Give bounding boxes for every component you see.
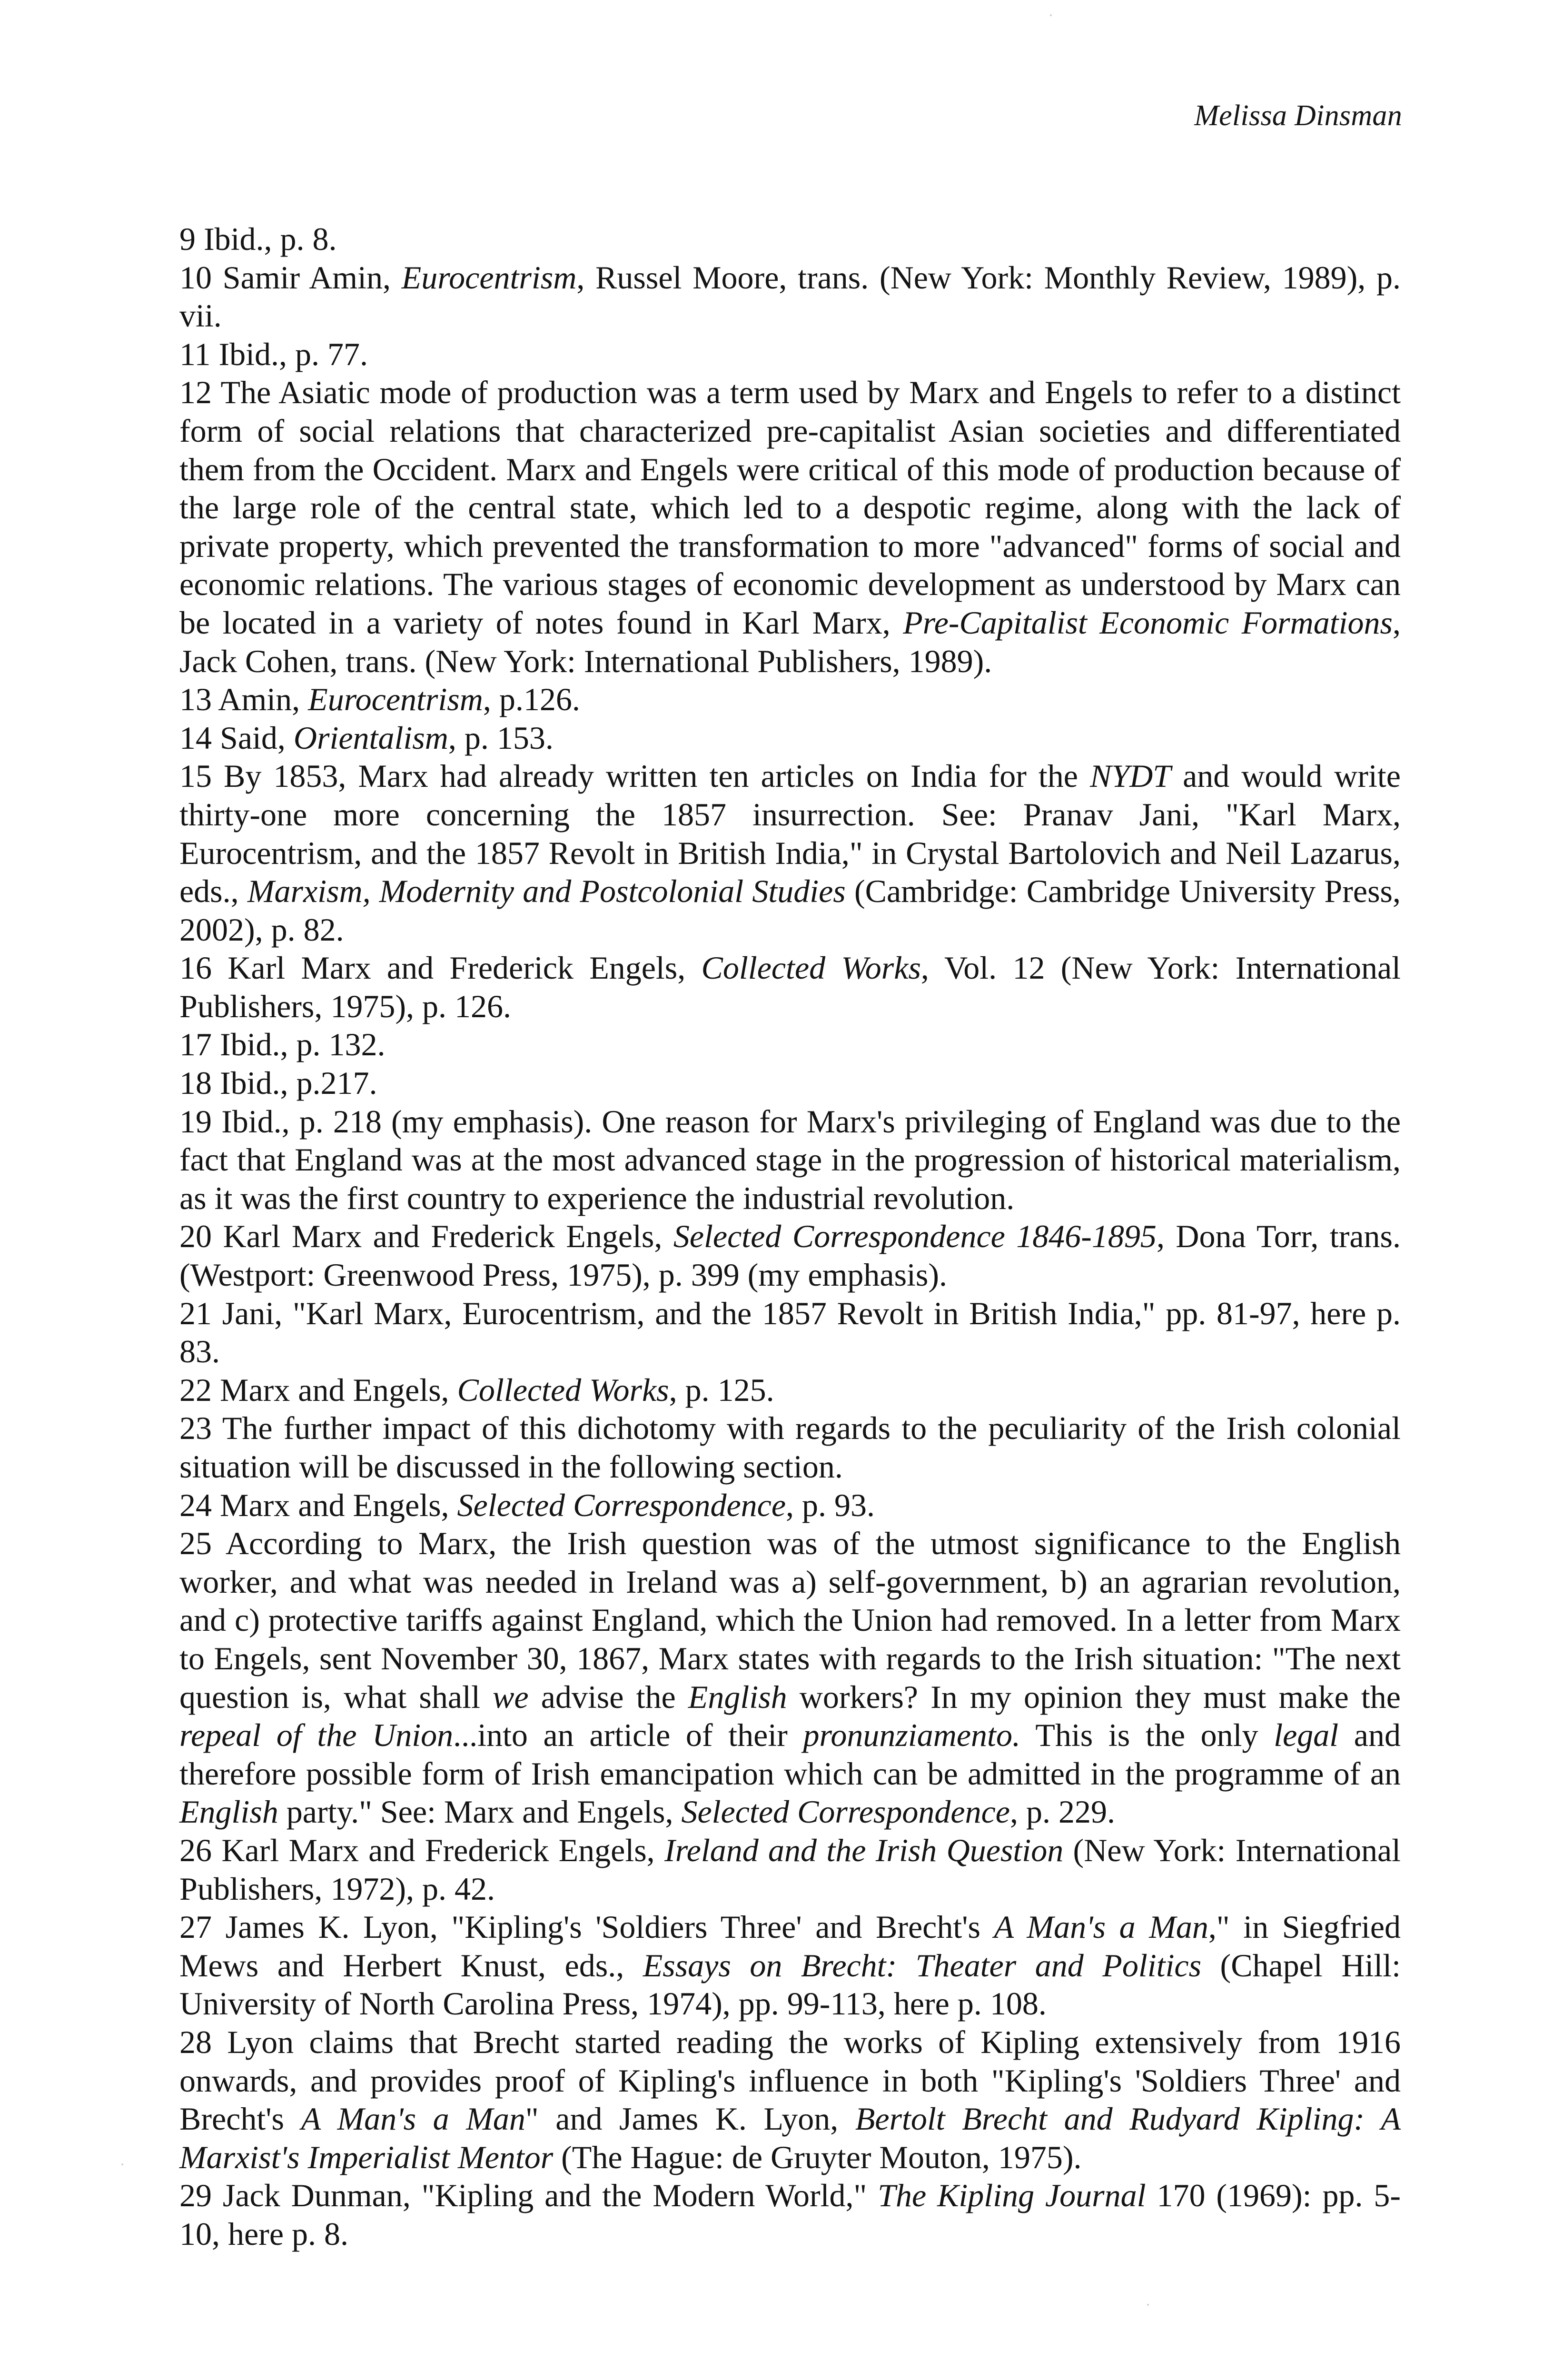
note-text-run: , p. 125.	[669, 1371, 774, 1408]
note-text-run: Karl Marx and Frederick Engels,	[223, 1218, 673, 1255]
note-text-run: and would write thirty-one more concerning the 1857 insurrection. See: Pranav Jani, "Karl Marx, Eurocentrism, and the 1857 Revolt in British India," in Crystal Bartolovich and Neil Lazarus, eds.,	[179, 758, 1401, 910]
note-text-run: Jack Dunman, "Kipling and the Modern World,"	[222, 2177, 878, 2214]
note-text-run: This is the only	[1020, 1717, 1274, 1754]
endnote-text	[179, 1218, 1401, 1293]
note-text-run: advise the	[528, 1678, 688, 1715]
italic-title: Collected Works	[457, 1371, 669, 1408]
endnote-22	[179, 1371, 1401, 1409]
endnote-text	[179, 1410, 1401, 1485]
endnote-number: 17	[179, 1026, 212, 1063]
endnote-text	[220, 1026, 386, 1062]
note-text-run: Karl Marx and Frederick Engels,	[228, 950, 702, 986]
endnote-number: 29	[179, 2177, 212, 2214]
endnote-text	[220, 720, 554, 756]
note-text-run: Ibid., p.217.	[220, 1065, 377, 1101]
note-text-run: , Russel Moore, trans. (New York: Monthly Review, 1989), p. vii.	[179, 259, 1401, 334]
endnote-24	[179, 1486, 1401, 1525]
endnote-27	[179, 1908, 1401, 2023]
scan-speck	[1050, 14, 1052, 16]
note-text-run: (The Hague: de Gruyter Mouton, 1975).	[553, 2139, 1082, 2175]
endnote-text	[179, 374, 1401, 679]
note-text-run: The Asiatic mode of production was a term used by Marx and Engels to refer to a distinct form of social relations that characterized pre-capitalist Asian societies and differentiated them from the Occident. Marx and Engels were critical of this mode of production because of the large role of the central state, which led to a despotic regime, along with the lack of private property, which prevented the transformation to more "advanced" forms of social and economic relations. The various stages of economic development as understood by Marx can be located in a variety of notes found in Karl Marx,	[179, 374, 1401, 641]
endnote-text	[179, 1832, 1401, 1907]
endnote-text	[179, 758, 1401, 947]
endnote-14	[179, 719, 1401, 757]
endnote-text	[179, 1103, 1401, 1216]
endnote-number: 10	[179, 259, 212, 296]
endnote-text	[220, 1065, 377, 1101]
scan-speck	[121, 2163, 123, 2165]
note-text-run: party." See: Marx and Engels,	[278, 1794, 682, 1830]
endnote-number: 14	[179, 719, 212, 756]
endnote-number: 21	[179, 1295, 212, 1331]
endnote-number: 23	[179, 1410, 212, 1447]
endnote-number: 15	[179, 758, 212, 794]
note-text-run: According to Marx, the Irish question was of the utmost significance to the English worker, and what was needed in Ireland was a) self-government, b) an agrarian revolution, and c) protective tariffs against England, which the Union had removed. In a letter from Marx to Engels, sent November 30, 1867, Marx states with regards to the Irish situation: "The next question is, what shall	[179, 1525, 1401, 1715]
note-text-run: (Chapel Hill: University of North Carolina Press, 1974), pp. 99-113, here p. 108.	[179, 1947, 1401, 2022]
note-text-run: By 1853, Marx had already written ten articles on India for the	[224, 758, 1090, 794]
endnote-number: 18	[179, 1065, 212, 1101]
endnote-number: 28	[179, 2023, 212, 2060]
endnote-text	[220, 1487, 875, 1523]
italic-title: Pre-Capitalist Economic Formations	[903, 604, 1393, 641]
endnote-number: 9	[179, 221, 196, 257]
note-text-run: Said,	[220, 719, 294, 756]
endnote-20	[179, 1217, 1401, 1294]
endnote-text	[204, 221, 337, 257]
note-text-run: Marx and Engels,	[220, 1371, 457, 1408]
endnote-number: 20	[179, 1218, 212, 1255]
italic-title: Eurocentrism	[401, 259, 577, 296]
endnote-text	[179, 2024, 1401, 2175]
endnote-28	[179, 2023, 1401, 2176]
note-text-run: Ibid., p. 77.	[218, 336, 368, 372]
endnote-number: 16	[179, 950, 212, 986]
italic-title: Collected Works	[701, 950, 921, 986]
note-text-run: Samir Amin,	[222, 259, 402, 296]
italic-title: A Man's a Man	[301, 2101, 525, 2137]
note-text-run: (Cambridge: Cambridge University Press, 2002), p. 82.	[179, 873, 1401, 948]
note-text-run: Lyon claims that Brecht started reading the works of Kipling extensively from 1916 onwards, and provides proof of Kipling's influence in both "Kipling's 'Soldiers Three' and Brecht's	[179, 2023, 1401, 2137]
endnote-number: 27	[179, 1909, 212, 1945]
endnote-13	[179, 680, 1401, 719]
endnote-9	[179, 220, 1401, 258]
italic-title: Selected Correspondence	[681, 1794, 1010, 1830]
italic-title: Ireland and the Irish Question	[664, 1832, 1064, 1868]
endnote-number: 11	[179, 336, 211, 372]
italic-title: English	[179, 1794, 278, 1830]
italic-title: Essays on Brecht: Theater and Politics	[643, 1947, 1202, 1983]
note-text-run: , Jack Cohen, trans. (New York: International Publishers, 1989).	[179, 604, 1401, 679]
note-text-run: Amin,	[218, 681, 308, 718]
endnote-12	[179, 373, 1401, 680]
endnote-number: 13	[179, 681, 212, 718]
endnotes-list	[179, 220, 1401, 2253]
endnote-number: 24	[179, 1487, 212, 1523]
note-text-run: Ibid., p. 8.	[204, 221, 337, 257]
endnote-29	[179, 2176, 1401, 2253]
endnote-text	[179, 1909, 1401, 2022]
note-text-run: The further impact of this dichotomy with regards to the peculiarity of the Irish colonial situation will be discussed in the following section.	[179, 1410, 1401, 1485]
italic-title: NYDT	[1089, 758, 1171, 794]
endnote-11	[179, 335, 1401, 374]
note-text-run: 170 (1969): pp. 5-10, here p. 8.	[179, 2177, 1401, 2252]
note-text-run: workers? In my opinion they must make the	[787, 1678, 1401, 1715]
note-text-run: ...into an article of their	[453, 1717, 803, 1754]
endnote-number: 25	[179, 1525, 212, 1562]
italic-title: Orientalism	[293, 719, 448, 756]
endnote-text	[179, 259, 1401, 334]
note-text-run: Ibid., p. 132.	[220, 1026, 386, 1063]
endnote-15	[179, 757, 1401, 949]
endnote-18	[179, 1064, 1401, 1102]
endnote-text	[220, 1372, 774, 1408]
note-text-run: , Dona Torr, trans. (Westport: Greenwood Press, 1975), p. 399 (my emphasis).	[179, 1218, 1401, 1293]
note-text-run: Jani, "Karl Marx, Eurocentrism, and the 1857 Revolt in British India," pp. 81-97, here p. 83.	[179, 1295, 1401, 1370]
endnote-21	[179, 1294, 1401, 1371]
endnote-text	[218, 681, 580, 717]
italic-title: repeal of the Union	[179, 1717, 454, 1754]
note-text-run: , p. 229.	[1009, 1794, 1115, 1830]
scan-speck	[1147, 2304, 1149, 2306]
italic-title: Eurocentrism	[308, 681, 483, 718]
endnote-text	[179, 1525, 1401, 1830]
note-text-run: , p. 93.	[786, 1487, 875, 1523]
endnote-25	[179, 1524, 1401, 1831]
italic-title: The Kipling Journal	[878, 2177, 1146, 2214]
note-text-run: " and James K. Lyon,	[525, 2101, 855, 2137]
endnote-10	[179, 258, 1401, 335]
endnote-19	[179, 1102, 1401, 1218]
endnote-text	[218, 336, 368, 372]
italic-title: legal	[1274, 1717, 1339, 1754]
endnote-text	[179, 2177, 1401, 2252]
endnote-23	[179, 1409, 1401, 1486]
note-text-run: ," in Siegfried Mews and Herbert Knust, eds.,	[179, 1909, 1401, 1983]
italic-title: Marxism, Modernity and Postcolonial Studies	[247, 873, 846, 910]
endnote-number: 22	[179, 1371, 212, 1408]
endnote-number: 26	[179, 1832, 212, 1868]
endnote-16	[179, 949, 1401, 1025]
note-text-run: , p. 153.	[448, 719, 554, 756]
note-text-run: James K. Lyon, "Kipling's 'Soldiers Three' and Brecht's	[225, 1909, 994, 1945]
endnote-number: 19	[179, 1103, 212, 1140]
note-text-run: Ibid., p. 218 (my emphasis). One reason for Marx's privileging of England was due to the fact that England was at the most advanced stage in the progression of historical materialism, as it was the first country to experience the industrial revolution.	[179, 1103, 1401, 1216]
endnote-text	[179, 1295, 1401, 1370]
note-text-run: Marx and Engels,	[220, 1487, 457, 1523]
italic-title: pronunziamento.	[803, 1717, 1020, 1754]
note-text-run: , p.126.	[483, 681, 580, 718]
running-head: Melissa Dinsman	[1194, 99, 1402, 132]
italic-title: we	[493, 1678, 529, 1715]
endnote-number: 12	[179, 374, 212, 411]
note-text-run: and therefore possible form of Irish emancipation which can be admitted in the programme of an	[179, 1717, 1401, 1792]
italic-title: English	[688, 1678, 787, 1715]
italic-title: Bertolt Brecht and Rudyard Kipling: A Marxist's Imperialist Mentor	[179, 2101, 1401, 2175]
endnote-17	[179, 1025, 1401, 1064]
italic-title: Selected Correspondence	[457, 1487, 786, 1523]
italic-title: Selected Correspondence 1846-1895	[673, 1218, 1157, 1255]
note-text-run: Karl Marx and Frederick Engels,	[221, 1832, 665, 1868]
endnote-26	[179, 1831, 1401, 1908]
note-text-run: , Vol. 12 (New York: International Publishers, 1975), p. 126.	[179, 950, 1401, 1024]
note-text-run: (New York: International Publishers, 1972), p. 42.	[179, 1832, 1401, 1907]
italic-title: A Man's a Man	[994, 1909, 1208, 1945]
endnote-text	[179, 950, 1401, 1024]
